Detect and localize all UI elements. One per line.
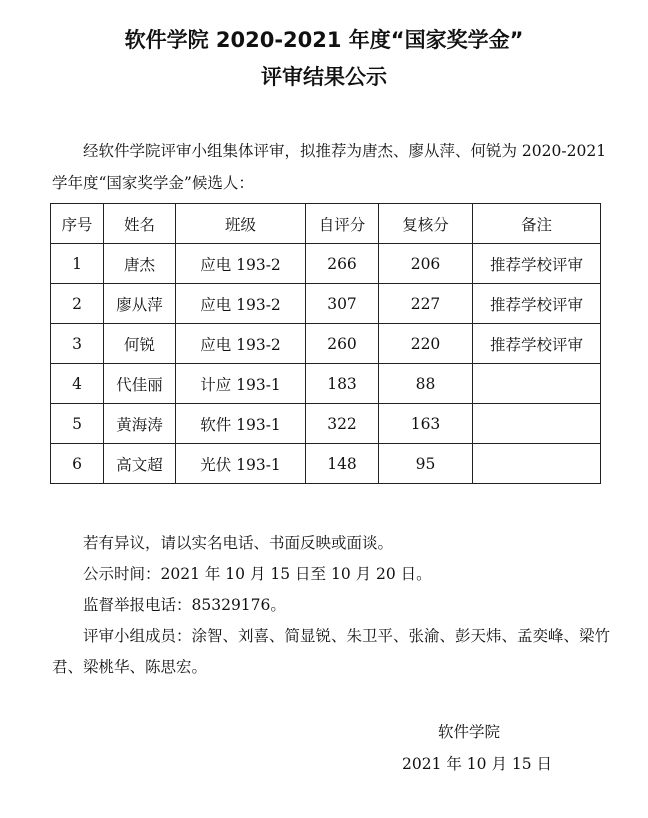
header-index: 序号: [51, 204, 104, 244]
signature-org: 软件学院: [438, 723, 501, 741]
cell-index: 1: [51, 244, 104, 284]
review-panel-members: 评审小组成员：涂智、刘喜、简显锐、朱卫平、张渝、彭天炜、孟奕峰、梁竹君、梁桃华、陈思宏。: [52, 627, 611, 676]
cell-class: 应电 193-2: [176, 324, 306, 364]
cell-name: 代佳丽: [104, 364, 176, 404]
cell-self-score: 322: [306, 404, 379, 444]
table-row: [51, 364, 601, 404]
objection-note: 若有异议，请以实名电话、书面反映或面谈。: [83, 534, 394, 552]
cell-review-score: 88: [379, 364, 473, 404]
cell-index: 6: [51, 444, 104, 484]
cell-review-score: 220: [379, 324, 473, 364]
header-review-score: 复核分: [379, 204, 473, 244]
cell-index: 3: [51, 324, 104, 364]
notice-notes: [52, 528, 612, 683]
signature-date: 2021 年 10 月 15 日: [402, 755, 553, 773]
cell-self-score: 148: [306, 444, 379, 484]
cell-review-score: 206: [379, 244, 473, 284]
cell-self-score: 183: [306, 364, 379, 404]
publicity-period: 公示时间：2021 年 10 月 15 日至 10 月 20 日。: [83, 565, 432, 583]
cell-remark: [473, 364, 601, 404]
header-name: 姓名: [104, 204, 176, 244]
cell-name: 黄海涛: [104, 404, 176, 444]
header-self-score: 自评分: [306, 204, 379, 244]
cell-remark: [473, 404, 601, 444]
cell-class: 光伏 193-1: [176, 444, 306, 484]
table-header-row: [51, 204, 601, 244]
document-subtitle: 评审结果公示: [261, 65, 387, 89]
cell-name: 廖从萍: [104, 284, 176, 324]
cell-review-score: 163: [379, 404, 473, 444]
table-row: [51, 444, 601, 484]
table-row: [51, 244, 601, 284]
cell-class: 计应 193-1: [176, 364, 306, 404]
cell-review-score: 227: [379, 284, 473, 324]
cell-index: 4: [51, 364, 104, 404]
table-row: [51, 404, 601, 444]
header-class: 班级: [176, 204, 306, 244]
cell-index: 2: [51, 284, 104, 324]
cell-remark: 推荐学校评审: [473, 324, 601, 364]
cell-remark: [473, 444, 601, 484]
document-title: 软件学院 2020-2021 年度“国家奖学金”: [124, 28, 524, 52]
cell-class: 应电 193-2: [176, 244, 306, 284]
cell-name: 唐杰: [104, 244, 176, 284]
cell-index: 5: [51, 404, 104, 444]
cell-self-score: 260: [306, 324, 379, 364]
cell-review-score: 95: [379, 444, 473, 484]
header-remark: 备注: [473, 204, 601, 244]
cell-remark: 推荐学校评审: [473, 244, 601, 284]
cell-class: 应电 193-2: [176, 284, 306, 324]
cell-remark: 推荐学校评审: [473, 284, 601, 324]
cell-class: 软件 193-1: [176, 404, 306, 444]
cell-name: 高文超: [104, 444, 176, 484]
cell-self-score: 307: [306, 284, 379, 324]
table-row: [51, 324, 601, 364]
cell-self-score: 266: [306, 244, 379, 284]
result-table: [50, 203, 601, 484]
intro-paragraph: 经软件学院评审小组集体评审，拟推荐为唐杰、廖从萍、何锐为 2020-2021 学年度“国家奖学金”候选人：: [52, 142, 607, 192]
table-row: [51, 284, 601, 324]
report-phone: 监督举报电话：85329176。: [83, 596, 286, 614]
cell-name: 何锐: [104, 324, 176, 364]
